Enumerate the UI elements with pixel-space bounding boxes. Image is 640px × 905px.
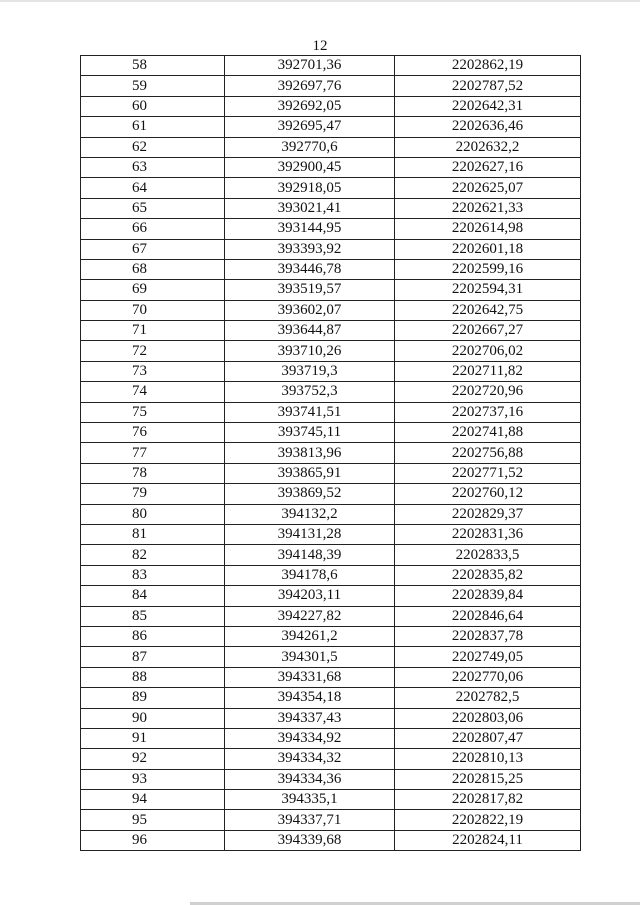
table-row: [81, 219, 581, 239]
table-row: [81, 708, 581, 728]
y-coordinate-cell: 2202760,12: [395, 484, 581, 504]
x-coordinate-cell: 393745,11: [225, 423, 395, 443]
table-row: [81, 688, 581, 708]
point-number-cell: 91: [81, 728, 225, 748]
x-coordinate-cell: 393519,57: [225, 280, 395, 300]
y-coordinate-cell: 2202667,27: [395, 321, 581, 341]
table-row: [81, 96, 581, 116]
table-row: [81, 137, 581, 157]
table-row: [81, 117, 581, 137]
y-coordinate-cell: 2202839,84: [395, 586, 581, 606]
table-row: [81, 545, 581, 565]
y-coordinate-cell: 2202711,82: [395, 361, 581, 381]
x-coordinate-cell: 394131,28: [225, 524, 395, 544]
table-row: [81, 790, 581, 810]
point-number-cell: 68: [81, 259, 225, 279]
point-number-cell: 87: [81, 647, 225, 667]
x-coordinate-cell: 393602,07: [225, 300, 395, 320]
table-row: [81, 524, 581, 544]
x-coordinate-cell: 394148,39: [225, 545, 395, 565]
y-coordinate-cell: 2202829,37: [395, 504, 581, 524]
point-number-cell: 84: [81, 586, 225, 606]
point-number-cell: 72: [81, 341, 225, 361]
coordinates-table-body: [81, 56, 581, 851]
point-number-cell: 95: [81, 810, 225, 830]
point-number-cell: 86: [81, 626, 225, 646]
point-number-cell: 69: [81, 280, 225, 300]
x-coordinate-cell: 394354,18: [225, 688, 395, 708]
table-row: [81, 647, 581, 667]
y-coordinate-cell: 2202822,19: [395, 810, 581, 830]
x-coordinate-cell: 394334,92: [225, 728, 395, 748]
scan-top-edge: [0, 0, 640, 2]
point-number-cell: 85: [81, 606, 225, 626]
table-row: [81, 769, 581, 789]
point-number-cell: 92: [81, 749, 225, 769]
x-coordinate-cell: 394331,68: [225, 667, 395, 687]
y-coordinate-cell: 2202706,02: [395, 341, 581, 361]
point-number-cell: 64: [81, 178, 225, 198]
y-coordinate-cell: 2202835,82: [395, 565, 581, 585]
y-coordinate-cell: 2202636,46: [395, 117, 581, 137]
point-number-cell: 83: [81, 565, 225, 585]
y-coordinate-cell: 2202824,11: [395, 830, 581, 850]
x-coordinate-cell: 393393,92: [225, 239, 395, 259]
point-number-cell: 75: [81, 402, 225, 422]
y-coordinate-cell: 2202815,25: [395, 769, 581, 789]
point-number-cell: 94: [81, 790, 225, 810]
y-coordinate-cell: 2202614,98: [395, 219, 581, 239]
y-coordinate-cell: 2202837,78: [395, 626, 581, 646]
y-coordinate-cell: 2202756,88: [395, 443, 581, 463]
point-number-cell: 61: [81, 117, 225, 137]
point-number-cell: 70: [81, 300, 225, 320]
point-number-cell: 76: [81, 423, 225, 443]
y-coordinate-cell: 2202770,06: [395, 667, 581, 687]
table-row: [81, 239, 581, 259]
x-coordinate-cell: 393021,41: [225, 198, 395, 218]
point-number-cell: 79: [81, 484, 225, 504]
y-coordinate-cell: 2202642,31: [395, 96, 581, 116]
table-row: [81, 402, 581, 422]
table-row: [81, 606, 581, 626]
table-row: [81, 198, 581, 218]
y-coordinate-cell: 2202627,16: [395, 157, 581, 177]
y-coordinate-cell: 2202807,47: [395, 728, 581, 748]
x-coordinate-cell: 392918,05: [225, 178, 395, 198]
table-row: [81, 382, 581, 402]
table-row: [81, 504, 581, 524]
y-coordinate-cell: 2202833,5: [395, 545, 581, 565]
table-row: [81, 76, 581, 96]
y-coordinate-cell: 2202599,16: [395, 259, 581, 279]
point-number-cell: 80: [81, 504, 225, 524]
point-number-cell: 88: [81, 667, 225, 687]
point-number-cell: 82: [81, 545, 225, 565]
point-number-cell: 90: [81, 708, 225, 728]
table-row: [81, 667, 581, 687]
x-coordinate-cell: 394132,2: [225, 504, 395, 524]
table-row: [81, 423, 581, 443]
x-coordinate-cell: 394227,82: [225, 606, 395, 626]
x-coordinate-cell: 394261,2: [225, 626, 395, 646]
table-row: [81, 749, 581, 769]
x-coordinate-cell: 394337,71: [225, 810, 395, 830]
point-number-cell: 65: [81, 198, 225, 218]
point-number-cell: 74: [81, 382, 225, 402]
point-number-cell: 66: [81, 219, 225, 239]
x-coordinate-cell: 393865,91: [225, 463, 395, 483]
y-coordinate-cell: 2202594,31: [395, 280, 581, 300]
x-coordinate-cell: 393144,95: [225, 219, 395, 239]
x-coordinate-cell: 393741,51: [225, 402, 395, 422]
table-row: [81, 259, 581, 279]
y-coordinate-cell: 2202601,18: [395, 239, 581, 259]
x-coordinate-cell: 393813,96: [225, 443, 395, 463]
x-coordinate-cell: 394301,5: [225, 647, 395, 667]
table-row: [81, 178, 581, 198]
x-coordinate-cell: 393446,78: [225, 259, 395, 279]
y-coordinate-cell: 2202621,33: [395, 198, 581, 218]
x-coordinate-cell: 394203,11: [225, 586, 395, 606]
point-number-cell: 81: [81, 524, 225, 544]
y-coordinate-cell: 2202831,36: [395, 524, 581, 544]
x-coordinate-cell: 394339,68: [225, 830, 395, 850]
y-coordinate-cell: 2202817,82: [395, 790, 581, 810]
table-row: [81, 443, 581, 463]
table-row: [81, 56, 581, 76]
x-coordinate-cell: 394178,6: [225, 565, 395, 585]
y-coordinate-cell: 2202737,16: [395, 402, 581, 422]
x-coordinate-cell: 392697,76: [225, 76, 395, 96]
y-coordinate-cell: 2202846,64: [395, 606, 581, 626]
point-number-cell: 71: [81, 321, 225, 341]
y-coordinate-cell: 2202642,75: [395, 300, 581, 320]
table-row: [81, 565, 581, 585]
point-number-cell: 63: [81, 157, 225, 177]
table-row: [81, 830, 581, 850]
x-coordinate-cell: 392701,36: [225, 56, 395, 76]
table-row: [81, 626, 581, 646]
point-number-cell: 77: [81, 443, 225, 463]
point-number-cell: 96: [81, 830, 225, 850]
x-coordinate-cell: 394334,32: [225, 749, 395, 769]
table-row: [81, 157, 581, 177]
table-row: [81, 300, 581, 320]
point-number-cell: 73: [81, 361, 225, 381]
y-coordinate-cell: 2202720,96: [395, 382, 581, 402]
table-row: [81, 463, 581, 483]
table-row: [81, 728, 581, 748]
table-row: [81, 810, 581, 830]
table-row: [81, 280, 581, 300]
table-row: [81, 586, 581, 606]
y-coordinate-cell: 2202803,06: [395, 708, 581, 728]
table-row: [81, 341, 581, 361]
coordinates-table: [80, 55, 581, 851]
point-number-cell: 89: [81, 688, 225, 708]
point-number-cell: 62: [81, 137, 225, 157]
table-row: [81, 484, 581, 504]
x-coordinate-cell: 393710,26: [225, 341, 395, 361]
y-coordinate-cell: 2202771,52: [395, 463, 581, 483]
y-coordinate-cell: 2202632,2: [395, 137, 581, 157]
y-coordinate-cell: 2202625,07: [395, 178, 581, 198]
x-coordinate-cell: 393719,3: [225, 361, 395, 381]
x-coordinate-cell: 392900,45: [225, 157, 395, 177]
x-coordinate-cell: 392770,6: [225, 137, 395, 157]
point-number-cell: 93: [81, 769, 225, 789]
y-coordinate-cell: 2202741,88: [395, 423, 581, 443]
page-number: 12: [312, 38, 328, 54]
x-coordinate-cell: 393752,3: [225, 382, 395, 402]
y-coordinate-cell: 2202782,5: [395, 688, 581, 708]
y-coordinate-cell: 2202787,52: [395, 76, 581, 96]
table-row: [81, 361, 581, 381]
y-coordinate-cell: 2202749,05: [395, 647, 581, 667]
x-coordinate-cell: 394334,36: [225, 769, 395, 789]
point-number-cell: 58: [81, 56, 225, 76]
table-row: [81, 321, 581, 341]
y-coordinate-cell: 2202862,19: [395, 56, 581, 76]
point-number-cell: 78: [81, 463, 225, 483]
x-coordinate-cell: 394335,1: [225, 790, 395, 810]
x-coordinate-cell: 393869,52: [225, 484, 395, 504]
x-coordinate-cell: 392692,05: [225, 96, 395, 116]
x-coordinate-cell: 394337,43: [225, 708, 395, 728]
point-number-cell: 60: [81, 96, 225, 116]
x-coordinate-cell: 392695,47: [225, 117, 395, 137]
point-number-cell: 59: [81, 76, 225, 96]
x-coordinate-cell: 393644,87: [225, 321, 395, 341]
y-coordinate-cell: 2202810,13: [395, 749, 581, 769]
point-number-cell: 67: [81, 239, 225, 259]
